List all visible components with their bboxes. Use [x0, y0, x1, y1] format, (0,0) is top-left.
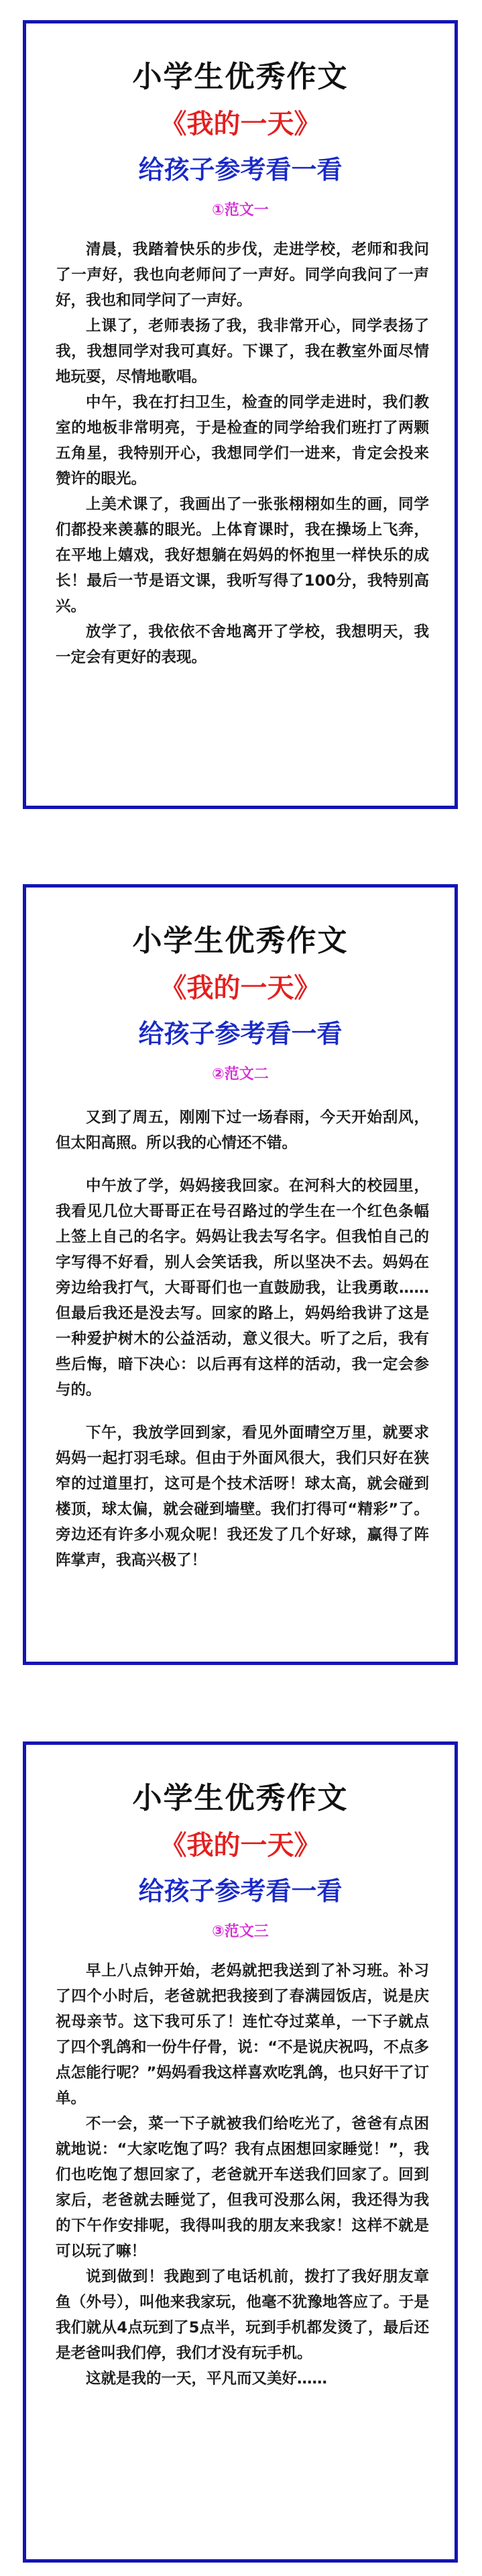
- essay-title: 小学生优秀作文: [132, 1781, 349, 1815]
- essay-tagline: 给孩子参考看一看: [138, 1019, 343, 1049]
- essay-paragraph: 放学了，我依依不舍地离开了学校，我想明天，我一定会有更好的表现。: [56, 623, 429, 666]
- essay-paragraph: 说到做到！我跑到了电话机前，拨打了我好朋友章鱼（外号），叫他来我家玩，他毫不犹豫地答应了。于是我们就从4点玩到了5点半，玩到手机都发烫了，最后还是老爸叫我们停，我们才没有玩手机。: [56, 2268, 429, 2362]
- essay-paragraph: 中午，我在打扫卫生，检查的同学走进时，我们教室的地板非常明亮，于是检查的同学给我们班打了两颗五角星，我特别开心，我想同学们一进来，肯定会投来赞许的眼光。: [56, 394, 429, 488]
- essay-paragraph: 这就是我的一天，平凡而又美好……: [86, 2370, 328, 2387]
- essay-card-3: [23, 1741, 458, 2563]
- essay-paragraph: 不一会，菜一下子就被我们给吃光了，爸爸有点困就地说：“大家吃饱了吗？我有点困想回家睡觉！”，我们也吃饱了想回家了，老爸就开车送我们回家了。回到家后，老爸就去睡觉了，但我可没那么闲，我还得为我的下午作安排呢，我得叫我的朋友来我家！这样不就是可以玩了嘛！: [56, 2115, 429, 2260]
- essay-subtitle: 《我的一天》: [160, 109, 321, 140]
- essay-paragraph: 早上八点钟开始，老妈就把我送到了补习班。补习了四个小时后，老爸就把我接到了春满园饭店，说是庆祝母亲节。这下我可乐了！连忙夺过菜单，一下子就点了四个乳鸽和一份牛仔骨，说：“不是说庆祝吗，不点多点怎能行呢？”妈妈看我这样喜欢吃乳鸽，也只好干了订单。: [56, 1962, 429, 2107]
- essay-subtitle: 《我的一天》: [160, 973, 321, 1004]
- essay-body: [26, 1105, 455, 1573]
- essay-body: [26, 1958, 455, 2392]
- essay-section-label: ①范文一: [212, 202, 269, 219]
- essay-title: 小学生优秀作文: [132, 60, 349, 94]
- essay-tagline: 给孩子参考看一看: [138, 1876, 343, 1906]
- essay-card-2: [23, 884, 458, 1665]
- essay-header: [26, 888, 455, 1085]
- essay-paragraph: 上美术课了，我画出了一张张栩栩如生的画，同学们都投来羡慕的眼光。上体育课时，我在操场上飞奔，在平地上嬉戏，我好想躺在妈妈的怀抱里一样快乐的成长！最后一节是语文课，我听写得了100分，我特别高兴。: [56, 496, 429, 615]
- essay-title: 小学生优秀作文: [132, 924, 349, 958]
- essay-paragraph: 又到了周五，刚刚下过一场春雨，今天开始刮风，但太阳高照。所以我的心情还不错。: [56, 1109, 429, 1152]
- essay-section-label: ②范文二: [212, 1066, 269, 1083]
- essay-subtitle: 《我的一天》: [160, 1830, 321, 1861]
- essay-card-1: [23, 20, 458, 809]
- essay-section-label: ③范文三: [212, 1923, 269, 1940]
- essay-paragraph: 上课了，老师表扬了我，我非常开心，同学表扬了我，我想同学对我可真好。下课了，我在教室外面尽情地玩耍，尽情地歌唱。: [56, 317, 429, 386]
- essay-body: [26, 237, 455, 670]
- essay-header: [26, 1745, 455, 1942]
- essay-paragraph: 清晨，我踏着快乐的步伐，走进学校，老师和我问了一声好，我也向老师问了一声好。同学向我问了一声好，我也和同学问了一声好。: [56, 241, 429, 309]
- essay-paragraph: 下午，我放学回到家，看见外面晴空万里，就要求妈妈一起打羽毛球。但由于外面风很大，我们只好在狭窄的过道里打，这可是个技术活呀！球太高，就会碰到楼顶，球太偏，就会碰到墙壁。我们打得可“精彩”了。旁边还有许多小观众呢！我还发了几个好球，赢得了阵阵掌声，我高兴极了！: [56, 1424, 429, 1569]
- essay-paragraph: 中午放了学，妈妈接我回家。在河科大的校园里，我看见几位大哥哥正在号召路过的学生在一个红色条幅上签上自己的名字。妈妈让我去写名字。但我怕自己的字写得不好看，别人会笑话我，所以坚决不去。妈妈在旁边给我打气，大哥哥们也一直鼓励我，让我勇敢……但最后我还是没去写。回家的路上，妈妈给我讲了这是一种爱护树木的公益活动，意义很大。听了之后，我有些后悔，暗下决心：以后再有这样的活动，我一定会参与的。: [56, 1177, 429, 1399]
- essay-header: [26, 23, 455, 221]
- essay-tagline: 给孩子参考看一看: [138, 155, 343, 184]
